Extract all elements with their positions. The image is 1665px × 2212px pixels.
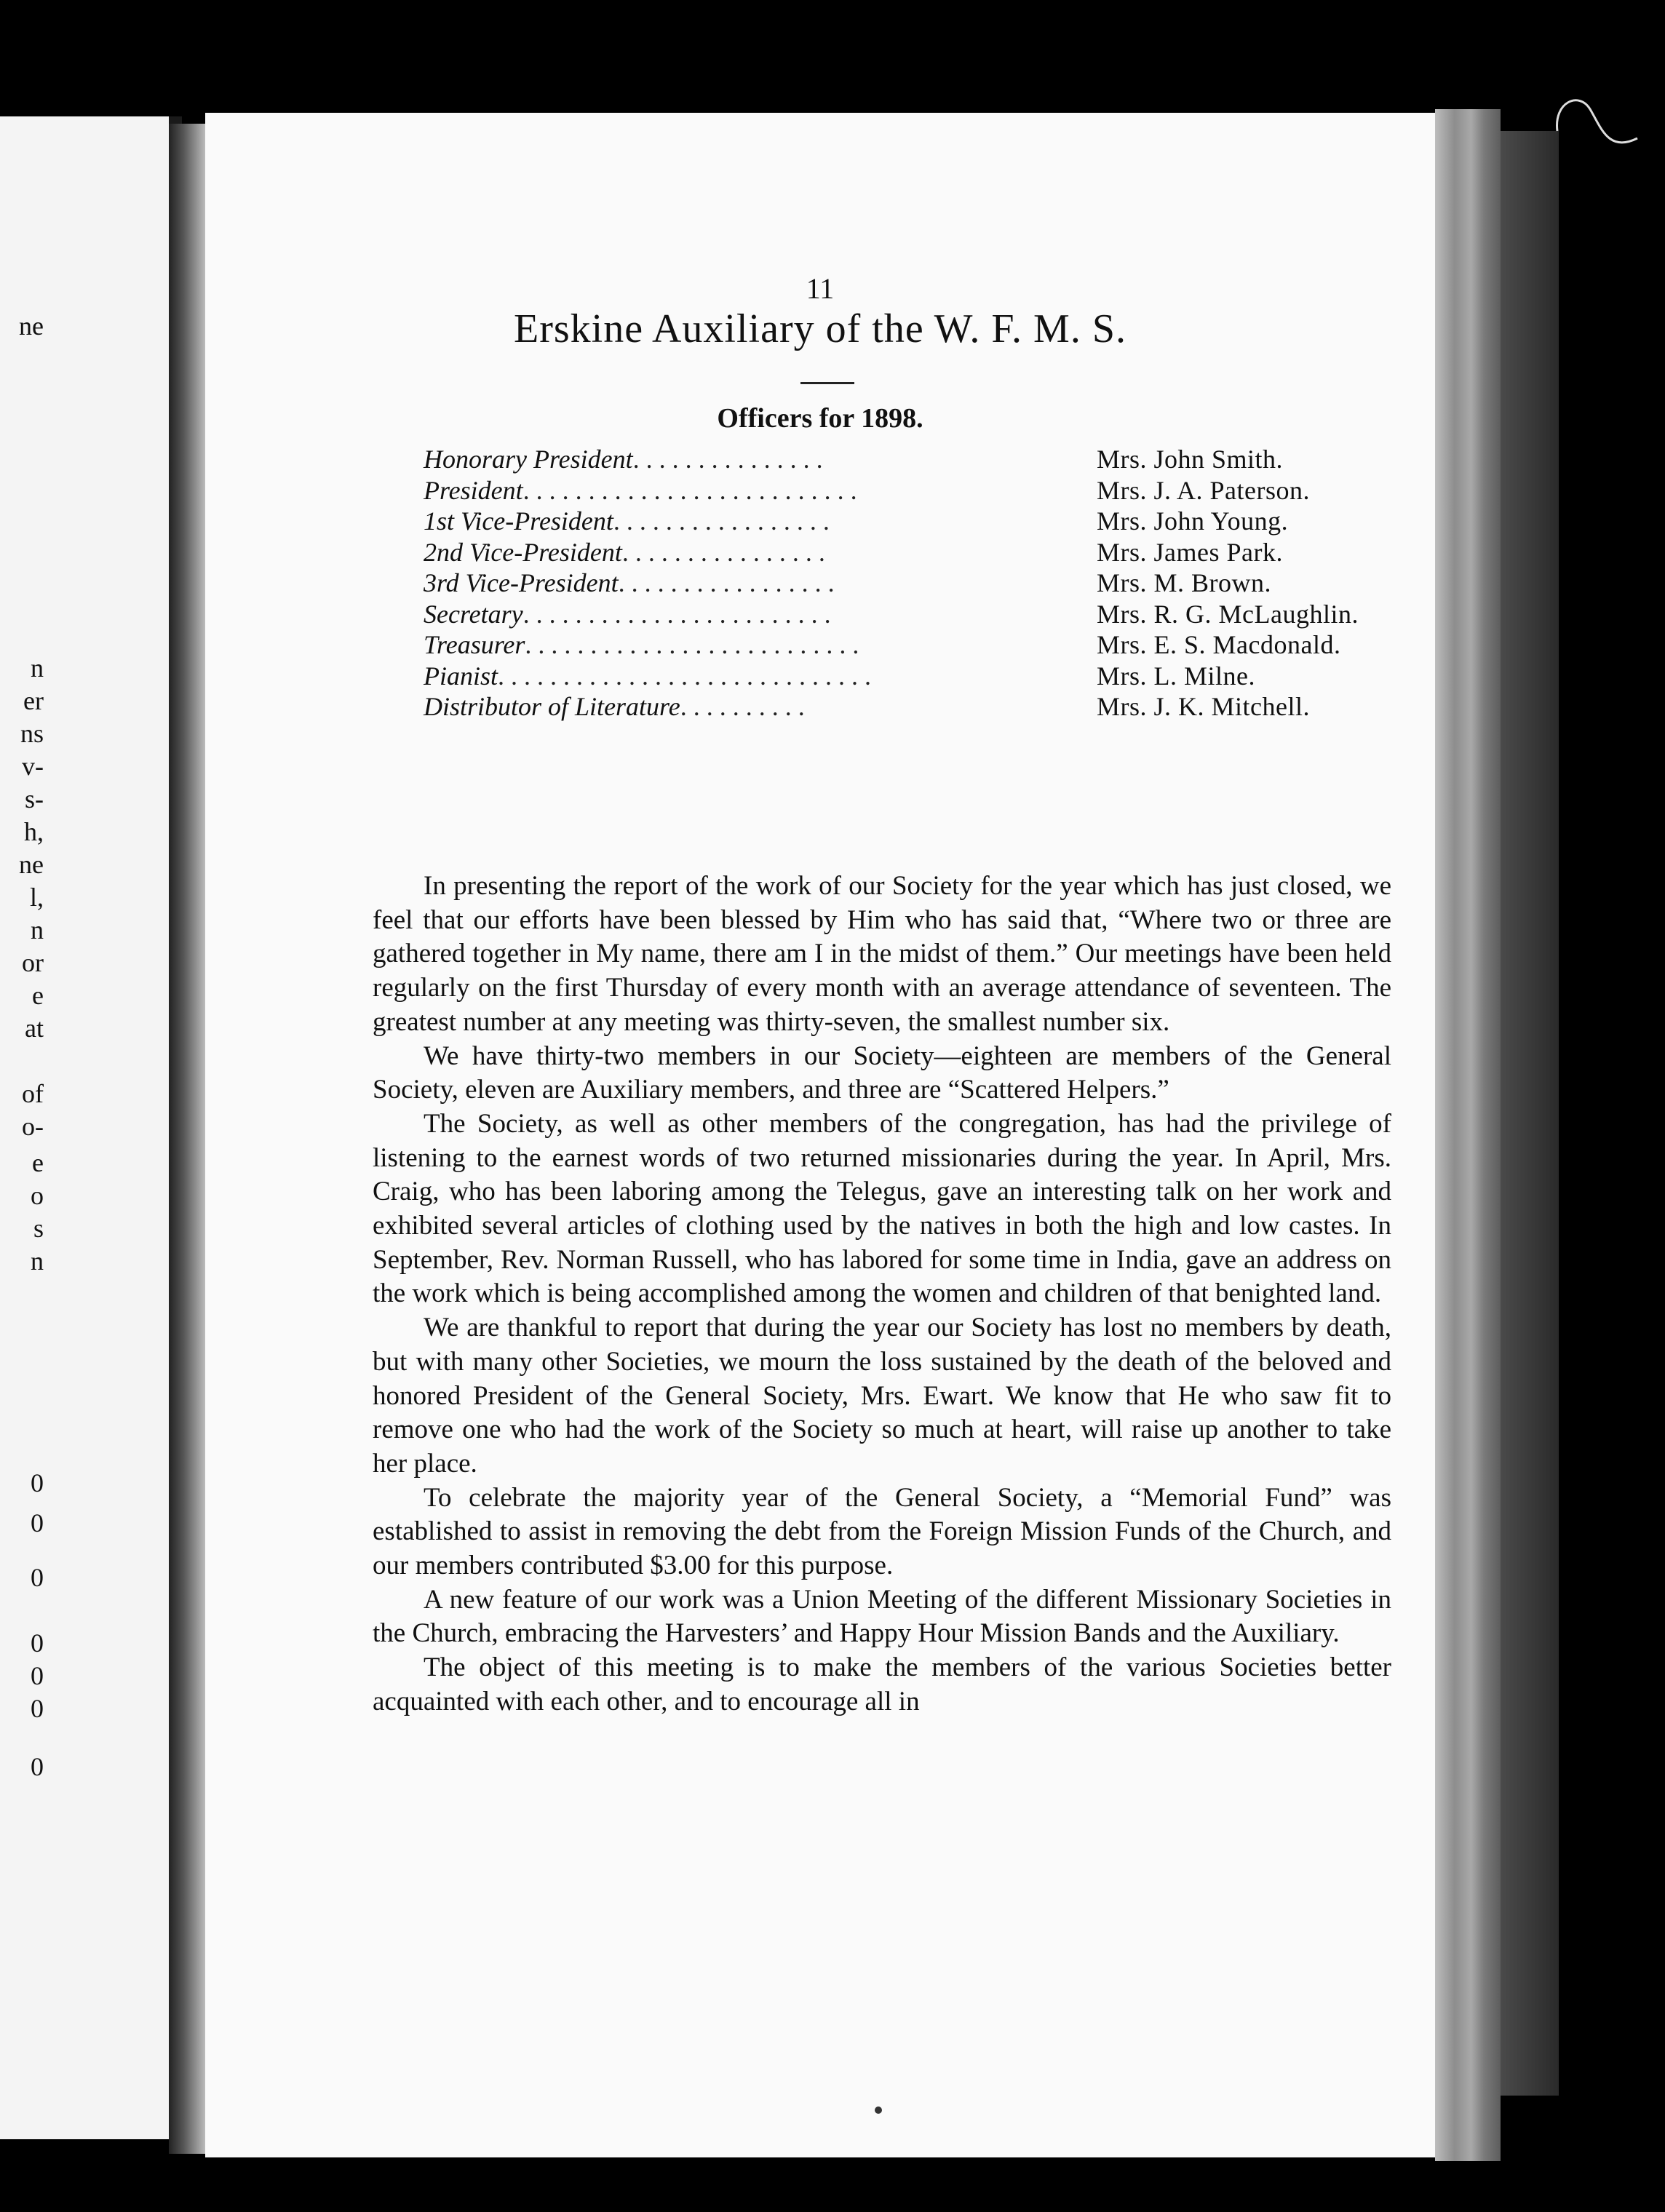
facing-page-fragment: n xyxy=(31,1246,44,1276)
officer-role: 2nd Vice-President xyxy=(424,537,622,567)
report-paragraph: The object of this meeting is to make the members of the various Societies better acquainted with each other, and to encourage all in xyxy=(373,1652,1391,1716)
officer-name: Mrs. John Smith. xyxy=(1097,445,1284,474)
report-paragraph: A new feature of our work was a Union Meeting of the different Missionary Societies in the Church, embracing the Harvesters’ and Happy Hour Mission Bands and the Auxiliary. xyxy=(373,1584,1391,1649)
officer-role: Distributor of Literature xyxy=(424,692,680,721)
facing-page-fragment: 0 xyxy=(31,1563,44,1592)
leader-dots: . . . . . . . . . . . . . . . . . . . . . . . . . . xyxy=(522,475,857,505)
facing-page-fragment: 0 xyxy=(31,1468,44,1497)
book-page xyxy=(205,113,1435,2157)
facing-page-fragment: 0 xyxy=(31,1661,44,1690)
leader-dots: . . . . . . . . . . . . . . . . . . . . . . . . xyxy=(522,599,831,629)
officer-name: Mrs. J. A. Paterson. xyxy=(1097,475,1311,505)
page-number: 11 xyxy=(806,272,835,305)
facing-page-fragment: 0 xyxy=(31,1628,44,1658)
officer-name: Mrs. M. Brown. xyxy=(1097,568,1272,597)
officer-name: Mrs. R. G. McLaughlin. xyxy=(1097,599,1359,629)
officer-role: Secretary xyxy=(424,599,523,629)
officer-role: 3rd Vice-President xyxy=(424,568,619,597)
facing-page-fragment: ns xyxy=(20,719,44,748)
title-rule xyxy=(800,382,854,384)
facing-page-fragment: of xyxy=(22,1079,44,1108)
officer-role: Treasurer xyxy=(424,630,525,659)
report-paragraph: In presenting the report of the work of our Society for the year which has just closed, we feel that our efforts have been blessed by Him who has said that, “Where two or three are gathered together in My name, there am I in the midst of them.” Our meetings have been held regularly on the first Thursday of every month with an average attendance of seventeen. The greatest number at any meeting was thirty-seven, the smallest number six. xyxy=(373,871,1391,1037)
report-paragraph: We are thankful to report that during the year our Society has lost no members by death, but with many other Societies, we mourn the loss sustained by the death of the beloved and honored President of the General Society, Mrs. Ewart. We know that He who saw fit to remove one who had the work of the Society so much at heart, will raise up another to take her place. xyxy=(373,1313,1391,1479)
officer-role: Honorary President xyxy=(424,445,633,474)
officer-name: Mrs. E. S. Macdonald. xyxy=(1097,630,1341,659)
leader-dots: . . . . . . . . . . xyxy=(680,692,805,721)
officer-row xyxy=(424,691,1428,723)
officer-role: President xyxy=(424,475,523,505)
facing-page-fragment: 0 xyxy=(31,1508,44,1537)
facing-page-fragment: e xyxy=(32,981,44,1010)
facing-page-fragment: ne xyxy=(19,311,44,341)
report-paragraph: The Society, as well as other members of the congregation, has had the privilege of listening to the earnest words of two returned missionaries during the year. In April, Mrs. Craig, who has been laboring among the Telegus, gave an interesting talk on her work and exhibited several articles of clothing used by the natives in both the high and low castes. In September, Rev. Norman Russell, who has labored for some time in India, gave an address on the work which is being accomplished among the women and children of that benighted land. xyxy=(373,1108,1391,1309)
officer-row xyxy=(424,444,1428,475)
report-paragraph: To celebrate the majority year of the General Society, a “Memorial Fund” was established to assist in removing the debt from the Foreign Mission Funds of the Church, and our members contributed $3.00 for this purpose. xyxy=(373,1482,1391,1581)
leader-dots: . . . . . . . . . . . . . . . xyxy=(632,445,823,474)
officer-row xyxy=(424,629,1428,661)
facing-page-fragment: e xyxy=(32,1148,44,1177)
page-title: Erskine Auxiliary of the W. F. M. S. xyxy=(514,306,1126,351)
facing-page-fragment: 0 xyxy=(31,1694,44,1723)
facing-page-fragment: v- xyxy=(22,752,44,781)
officer-row xyxy=(424,568,1428,599)
book-binding xyxy=(1501,131,1559,2096)
facing-page-fragment: s xyxy=(33,1214,44,1243)
officer-name: Mrs. L. Milne. xyxy=(1097,661,1255,691)
print-speck xyxy=(875,2106,882,2114)
officer-name: Mrs. John Young. xyxy=(1097,506,1289,536)
facing-page-fragment: o xyxy=(31,1181,44,1210)
report-paragraph: We have thirty-two members in our Society—eighteen are members of the General Society, eleven are Auxiliary members, and three are “Scattered Helpers.” xyxy=(373,1041,1391,1105)
facing-page-fragment: n xyxy=(31,653,44,683)
officer-row xyxy=(424,537,1428,568)
leader-dots: . . . . . . . . . . . . . . . . xyxy=(621,537,825,567)
facing-page-fragment: or xyxy=(22,948,44,977)
officer-row xyxy=(424,475,1428,506)
leader-dots: . . . . . . . . . . . . . . . . . xyxy=(613,506,830,536)
report-body xyxy=(373,870,1391,1719)
facing-page-fragment: o- xyxy=(22,1112,44,1141)
facing-page-fragment: l, xyxy=(29,883,44,912)
binding-thread xyxy=(1550,87,1645,175)
facing-page-fragment: n xyxy=(31,915,44,944)
officers-heading: Officers for 1898. xyxy=(717,403,923,434)
leader-dots: . . . . . . . . . . . . . . . . . xyxy=(618,568,835,597)
facing-page-fragment: s- xyxy=(25,784,44,813)
page-edges xyxy=(1435,109,1501,2161)
officer-name: Mrs. James Park. xyxy=(1097,537,1283,567)
leader-dots: . . . . . . . . . . . . . . . . . . . . . . . . . . xyxy=(525,630,859,659)
officer-role: 1st Vice-President xyxy=(424,506,613,536)
facing-page-fragment: at xyxy=(25,1014,44,1043)
officer-row xyxy=(424,661,1428,692)
facing-page-fragment: er xyxy=(23,686,44,715)
officer-row xyxy=(424,599,1428,630)
officer-role: Pianist xyxy=(424,661,498,691)
officer-name: Mrs. J. K. Mitchell. xyxy=(1097,692,1310,721)
facing-page-fragment: ne xyxy=(19,850,44,879)
officer-row xyxy=(424,506,1428,537)
leader-dots: . . . . . . . . . . . . . . . . . . . . . . . . . . . . . xyxy=(498,661,872,691)
facing-page-fragment: 0 xyxy=(31,1752,44,1781)
facing-page-fragment: h, xyxy=(24,817,44,846)
officers-list xyxy=(424,444,1428,723)
book-gutter xyxy=(169,124,205,2154)
facing-page xyxy=(0,116,182,2139)
